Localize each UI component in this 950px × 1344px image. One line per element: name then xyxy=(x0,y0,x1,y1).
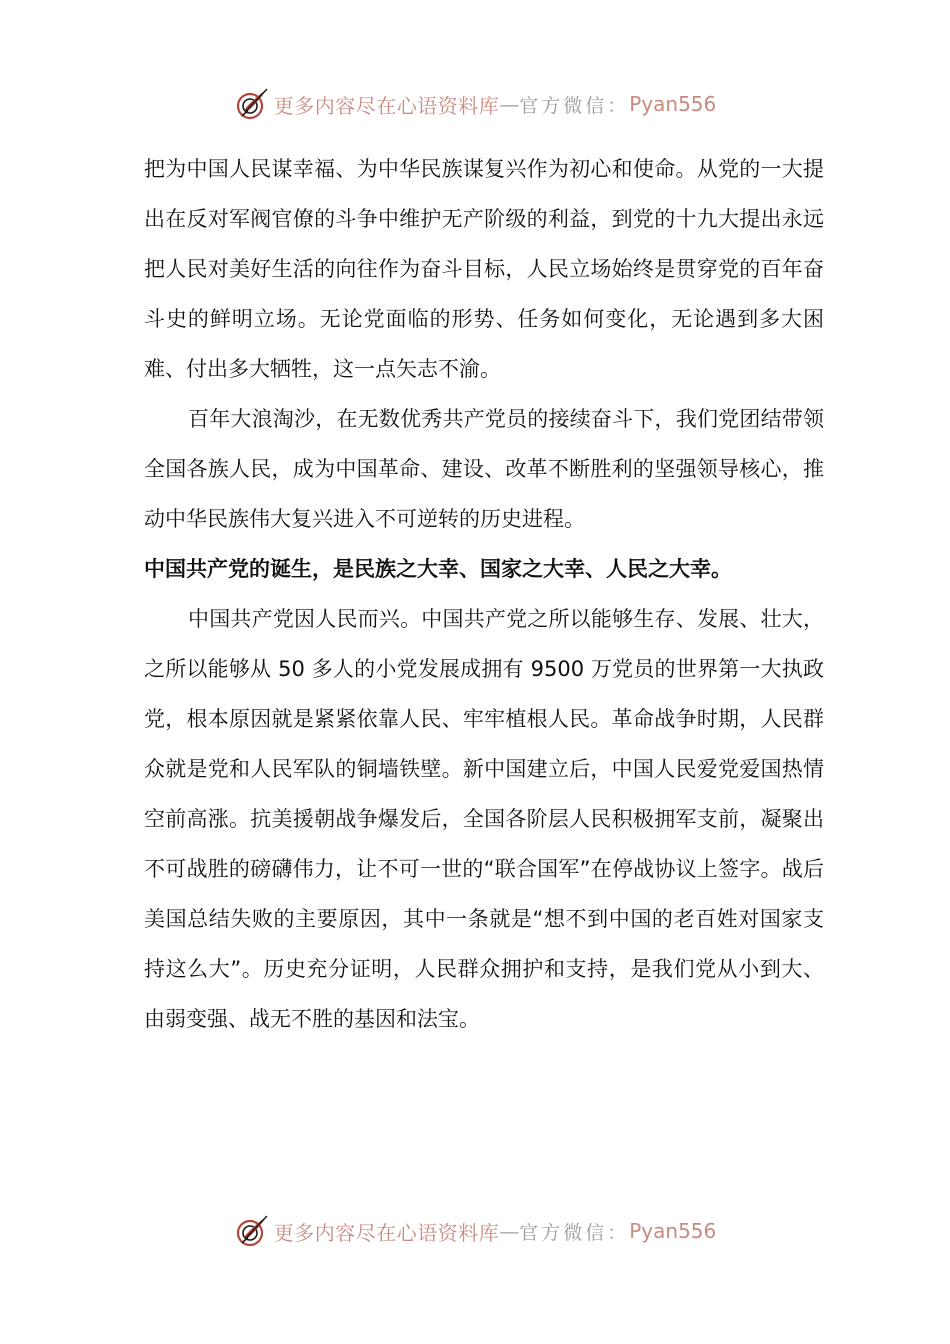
quill-logo-icon xyxy=(234,86,270,122)
paragraph: 把为中国人民谋幸福、为中华民族谋复兴作为初心和使命。从党的一大提出在反对军阀官僚的斗争中维护无产阶级的利益，到党的十九大提出永远把人民对美好生活的向往作为奋斗目标，人民立场始终是贯穿党的百年奋斗史的鲜明立场。无论党面临的形势、任务如何变化，无论遇到多大困难、付出多大牺牲，这一点矢志不渝。 xyxy=(144,157,824,381)
watermark-wechat-label: 官方微信： xyxy=(519,1221,630,1244)
paragraph: 百年大浪淘沙，在无数优秀共产党员的接续奋斗下，我们党团结带领全国各族人民，成为中国革命、建设、改革不断胜利的坚强领导核心，推动中华民族伟大复兴进入不可逆转的历史进程。 xyxy=(144,407,824,531)
watermark-dash: — xyxy=(499,92,520,116)
watermark-site-text: 更多内容尽在心语资料库 xyxy=(273,93,500,118)
bold-statement: 中国共产党的诞生，是民族之大幸、国家之大幸、人民之大幸。 xyxy=(144,557,732,581)
watermark-dash: — xyxy=(499,1219,520,1243)
document-body xyxy=(144,144,824,1044)
quill-logo-icon xyxy=(234,1213,270,1249)
watermark-site-text: 更多内容尽在心语资料库 xyxy=(273,1220,500,1245)
header-watermark xyxy=(0,84,950,124)
watermark-wechat-id: Pyan556 xyxy=(629,1219,717,1243)
paragraph: 中国共产党因人民而兴。中国共产党之所以能够生存、发展、壮大，之所以能够从 50 多人的小党发展成拥有 9500 万党员的世界第一大执政党，根本原因就是紧紧依靠人民、牢牢植根人民。革命战争时期，人民群众就是党和人民军队的铜墙铁壁。新中国建立后，中国人民爱党爱国热情空前高涨。抗美援朝战争爆发后，全国各阶层人民积极拥军支前，凝聚出不可战胜的磅礴伟力，让不可一世的“联合国军”在停战协议上签字。战后美国总结失败的主要原因，其中一条就是“想不到中国的老百姓对国家支持这么大”。历史充分证明，人民群众拥护和支持，是我们党从小到大、由弱变强、战无不胜的基因和法宝。 xyxy=(144,607,824,1031)
watermark-wechat-id: Pyan556 xyxy=(629,92,717,116)
watermark-wechat-label: 官方微信： xyxy=(519,94,630,117)
footer-watermark xyxy=(0,1211,950,1251)
